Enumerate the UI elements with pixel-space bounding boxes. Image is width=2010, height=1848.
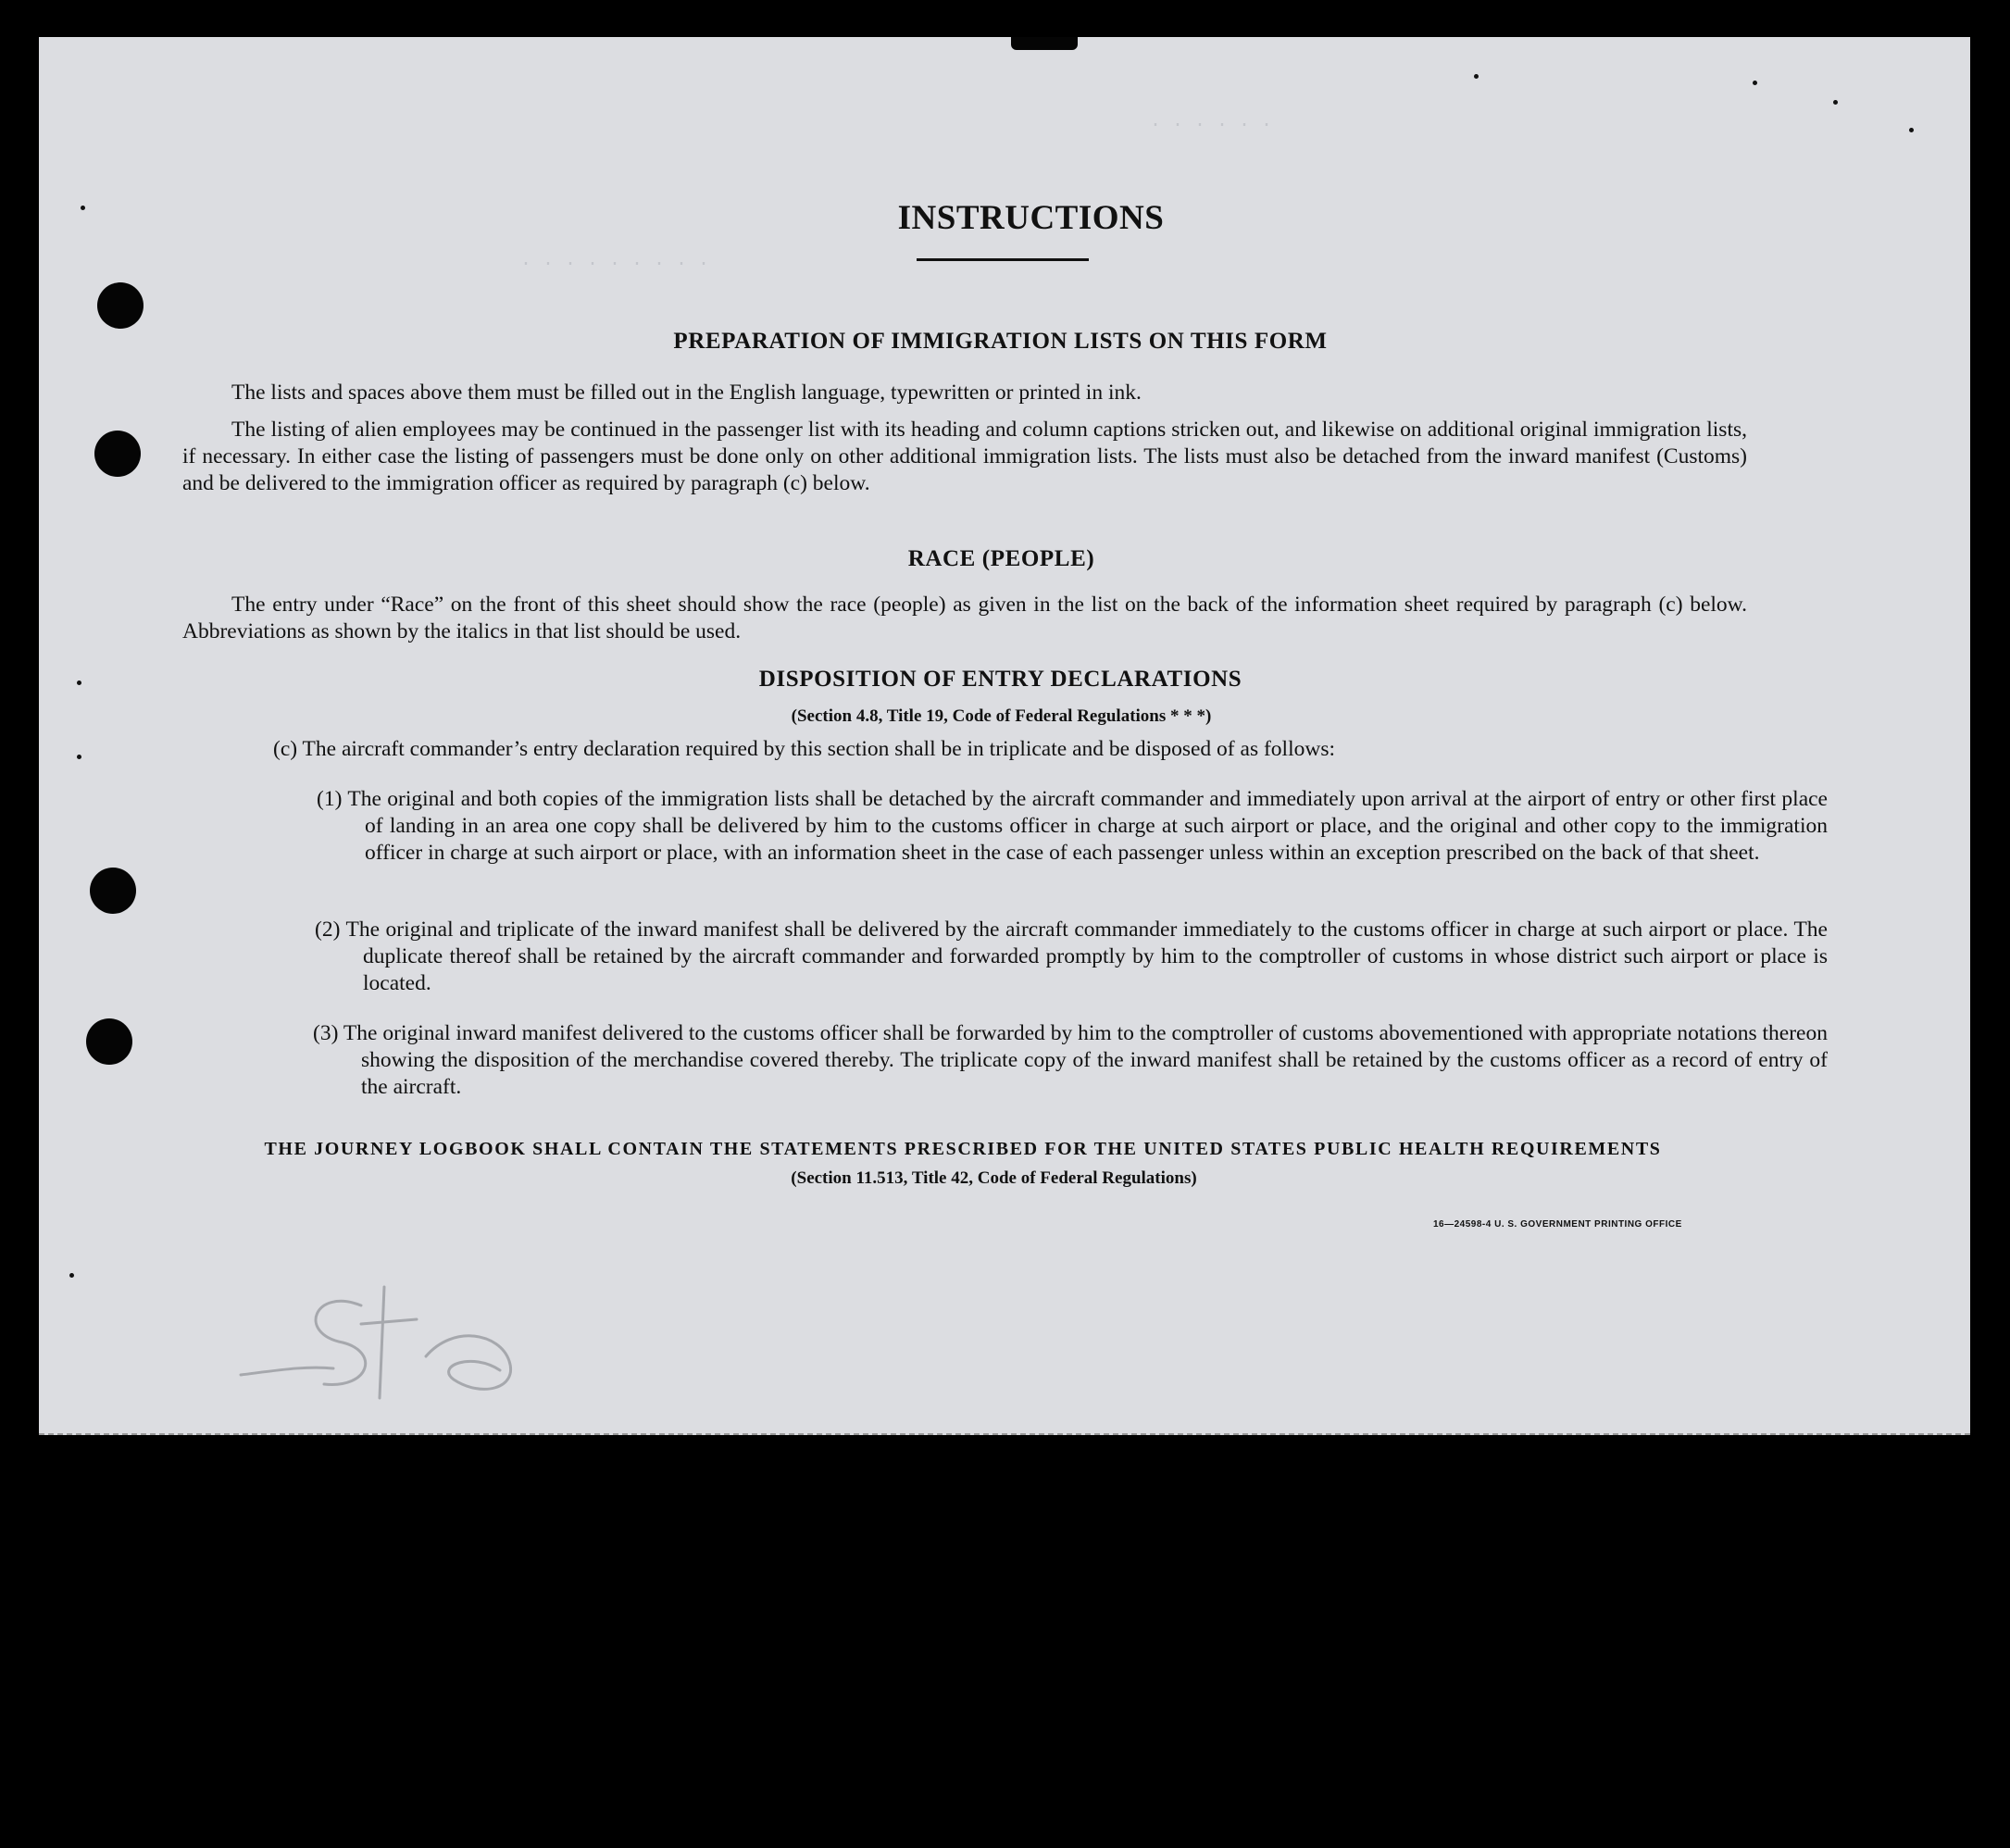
speck [1833,100,1838,105]
list-item-2: (2) The original and triplicate of the inward manifest shall be delivered by the aircraft commander immediately to the customs officer in charge at such airport or place. The duplicate thereof shall be retained by the aircraft commander and forwarded promptly by him to the comptroller of customs in whose district such airport or place is located. [315,918,1828,995]
speck [1474,74,1479,79]
footer-health-requirements: THE JOURNEY LOGBOOK SHALL CONTAIN THE STATEMENTS PRESCRIBED FOR THE UNITED STATES PUBLIC HEALTH REQUIREMENTS [264,1139,1662,1159]
list-item-3: (3) The original inward manifest delivered to the customs officer shall be forwarded by him to the comptroller of customs abovementioned with appropriate notations thereon showing the disposition of the merchandise covered thereby. The triplicate copy of the inward manifest shall be retained by the customs officer as a record of entry of the aircraft. [313,1021,1828,1099]
footer-citation-title-42: (Section 11.513, Title 42, Code of Federal Regulations) [791,1168,1197,1188]
speck [77,755,81,759]
section-heading-preparation: PREPARATION OF IMMIGRATION LISTS ON THIS FORM [673,329,1328,354]
punch-hole [97,282,144,329]
bleed-through-marks: . . . . . . [1150,111,1273,132]
paragraph-race: The entry under “Race” on the front of this sheet should show the race (people) as given in the list on the back of the information sheet required by paragraph (c) below. Abbreviations as shown by the italics in that list should be used. [182,593,1747,643]
title-rule [917,258,1089,261]
speck [1753,81,1757,85]
section-heading-race: RACE (PEOPLE) [907,546,1095,571]
printer-imprint: 16—24598-4 U. S. GOVERNMENT PRINTING OFFICE [1433,1219,1682,1230]
punch-hole [86,1018,132,1065]
section-heading-disposition: DISPOSITION OF ENTRY DECLARATIONS [758,667,1242,692]
page-title: INSTRUCTIONS [897,199,1165,237]
list-item-1: (1) The original and both copies of the immigration lists shall be detached by the aircraft commander and immediately upon arrival at the airport of entry or other first place of landing in an area one copy shall be delivered by him to the customs officer in charge at such airport or place, and the original and other copy to the immigration officer in charge at such airport or place, with an information sheet in the case of each passenger unless within an exception prescribed on the back of that sheet. [317,787,1828,865]
citation-title-19: (Section 4.8, Title 19, Code of Federal Regulations * * *) [791,706,1212,726]
paragraph-alien-employees: The listing of alien employees may be continued in the passenger list with its heading and column captions stricken out, and likewise on additional original immigration lists, if necessary. In either case the listing of passengers must be done only on other additional immigration lists. The lists must also be detached from the inward manifest (Customs) and be delivered to the immigration officer as required by paragraph (c) below. [182,418,1747,495]
speck [1909,128,1914,132]
paragraph-lists-english: The lists and spaces above them must be filled out in the English language, typewritten or printed in ink. [231,381,1142,405]
speck [69,1273,74,1278]
paragraph-c-intro: (c) The aircraft commander’s entry declaration required by this section shall be in triplicate and be disposed of as follows: [273,737,1335,761]
top-edge-mark [1011,37,1078,50]
handwritten-signature [222,1268,574,1417]
punch-hole [94,431,141,477]
bleed-through-marks-2: . . . . . . . . . [520,250,710,271]
punch-hole [90,868,136,914]
